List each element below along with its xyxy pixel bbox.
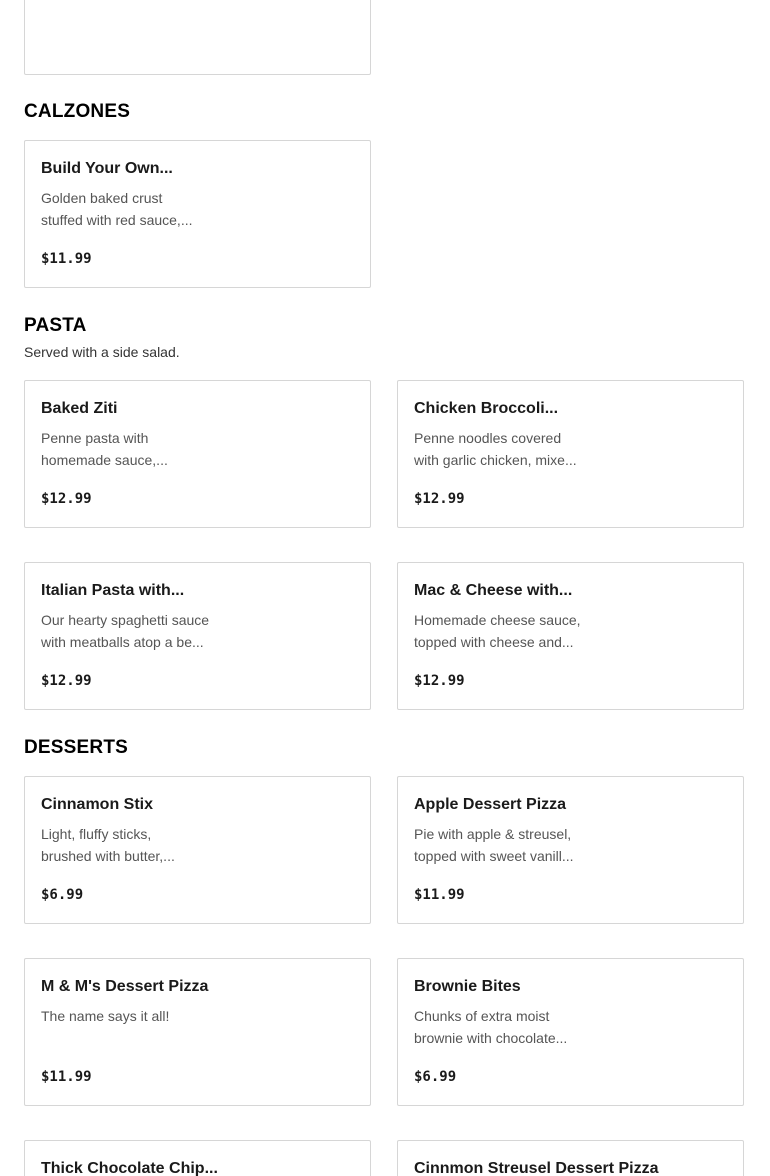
menu-item-card[interactable] [397, 1140, 744, 1176]
menu-item-description-line: stuffed with red sauce,... [41, 212, 193, 228]
menu-item-description-line: brownie with chocolate... [414, 1030, 568, 1046]
menu-item-description [41, 823, 216, 867]
menu-item-description [41, 187, 216, 231]
menu-item-description-line: Penne pasta with [41, 430, 149, 446]
menu-item-description [414, 427, 589, 471]
menu-item-card[interactable] [24, 380, 371, 528]
menu-item-description-line: Pie with apple & streusel, [414, 826, 572, 842]
menu-item-name: Build Your Own... [41, 160, 173, 177]
menu-item-price: $12.99 [414, 673, 465, 689]
menu-item-description-line: Homemade cheese sauce, [414, 612, 581, 628]
menu-item-description-line: brushed with butter,... [41, 848, 175, 864]
menu-item-card[interactable] [24, 140, 371, 288]
menu-item-price: $11.99 [41, 251, 92, 267]
menu-item-description [414, 1005, 589, 1049]
menu-item-description [41, 609, 216, 653]
menu-item-description-line: Light, fluffy sticks, [41, 826, 152, 842]
menu-item-name: Thick Chocolate Chip... [41, 1160, 218, 1176]
menu-item-price: $6.99 [41, 887, 84, 903]
menu-item-price: $11.99 [41, 1069, 92, 1085]
section-subtitle-pasta: Served with a side salad. [24, 344, 180, 360]
menu-item-description-line: The name says it all! [41, 1008, 170, 1024]
menu-item-price: $12.99 [41, 673, 92, 689]
menu-item-description-line: topped with sweet vanill... [414, 848, 574, 864]
menu-item-card[interactable] [397, 958, 744, 1106]
menu-item-description-line: Golden baked crust [41, 190, 163, 206]
menu-item-description-line: Our hearty spaghetti sauce [41, 612, 210, 628]
menu-item-description [41, 427, 216, 471]
menu-item-name: Baked Ziti [41, 400, 118, 417]
menu-item-card[interactable] [24, 958, 371, 1106]
menu-item-name: Apple Dessert Pizza [414, 796, 567, 813]
menu-item-description [41, 1005, 216, 1027]
menu-item-description-line: Chunks of extra moist [414, 1008, 550, 1024]
menu-item-description-line: with garlic chicken, mixe... [414, 452, 577, 468]
menu-item-price: $12.99 [41, 491, 92, 507]
section-title-desserts: DESSERTS [24, 737, 129, 758]
section-title-calzones: CALZONES [24, 101, 131, 122]
menu-item-description-line: homemade sauce,... [41, 452, 168, 468]
menu-item-name: Italian Pasta with... [41, 582, 185, 599]
menu-item-name: M & M's Dessert Pizza [41, 978, 209, 995]
menu-item-card[interactable] [24, 0, 371, 75]
menu-item-card[interactable] [24, 776, 371, 924]
menu-item-card[interactable] [24, 1140, 371, 1176]
menu-item-name: Cinnamon Stix [41, 796, 154, 813]
menu-item-description [414, 609, 589, 653]
menu-item-card[interactable] [397, 776, 744, 924]
menu-item-price: $12.99 [414, 491, 465, 507]
menu-item-name: Chicken Broccoli... [414, 400, 559, 417]
menu-item-price: $6.99 [414, 1069, 457, 1085]
menu-item-name: Mac & Cheese with... [414, 582, 573, 599]
menu-item-description [414, 823, 589, 867]
menu-item-description-line: Penne noodles covered [414, 430, 562, 446]
menu-item-card[interactable] [24, 562, 371, 710]
menu-item-description-line: topped with cheese and... [414, 634, 574, 650]
menu-item-name: Cinnmon Streusel Dessert Pizza [414, 1160, 659, 1176]
menu-item-card[interactable] [397, 380, 744, 528]
section-title-pasta: PASTA [24, 315, 87, 336]
menu-item-price: $11.99 [414, 887, 465, 903]
menu-item-name: Brownie Bites [414, 978, 521, 995]
menu-item-card[interactable] [397, 562, 744, 710]
menu-item-description-line: with meatballs atop a be... [41, 634, 204, 650]
